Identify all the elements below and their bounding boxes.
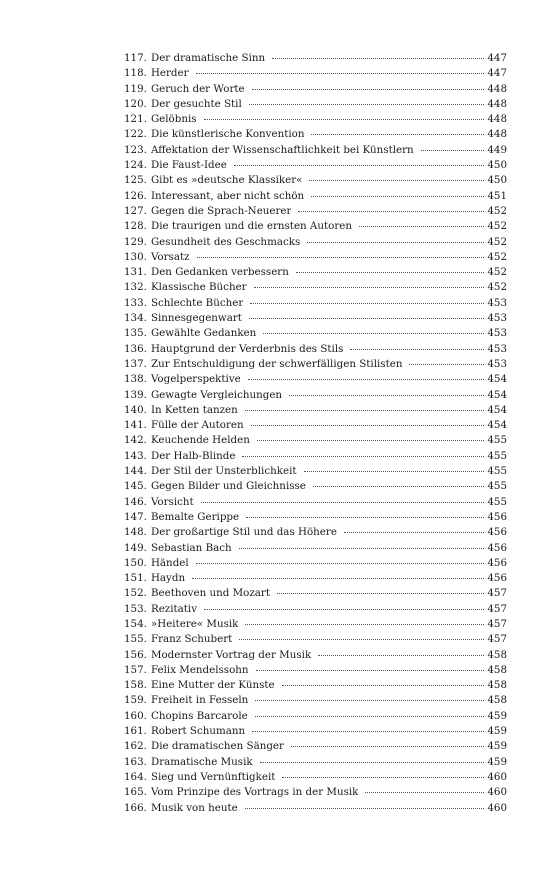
entry-title: Schlechte Bücher (150, 296, 244, 309)
toc-entry (124, 541, 507, 556)
entry-number: 151. (124, 572, 147, 585)
entry-title: Händel (150, 556, 189, 569)
toc-entry (124, 342, 507, 357)
page-number: 456 (487, 541, 507, 554)
entry-title: Der Stil der Unsterblichkeit (150, 465, 297, 478)
dot-leader (245, 807, 485, 809)
page-number: 450 (487, 174, 507, 187)
toc-entry (124, 235, 507, 250)
page-number: 451 (487, 189, 507, 202)
dot-leader (344, 531, 484, 533)
entry-title: Robert Schumann (150, 725, 246, 738)
page-number: 460 (487, 786, 507, 799)
entry-title: Gegen die Sprach-Neuerer (150, 204, 292, 217)
page-number: 452 (487, 250, 507, 263)
page-number: 454 (487, 388, 507, 401)
entry-title: Felix Mendelssohn (150, 663, 249, 676)
toc-entry (124, 525, 507, 540)
entry-number: 124. (124, 159, 147, 172)
page-number: 459 (487, 709, 507, 722)
dot-leader (365, 791, 484, 793)
entry-title: Affektation der Wissenschaftlichkeit bei Künstlern (150, 143, 414, 156)
dot-leader (252, 88, 485, 90)
dot-leader (250, 302, 484, 304)
dot-leader (252, 730, 484, 732)
entry-title: Sinnesgegenwart (150, 312, 242, 325)
entry-number: 149. (124, 541, 147, 554)
toc-entry (124, 785, 507, 800)
page-number: 459 (487, 740, 507, 753)
dot-leader (256, 669, 485, 671)
dot-leader (311, 133, 484, 135)
toc-entry (124, 739, 507, 754)
entry-number: 158. (124, 679, 147, 692)
entry-title: Die dramatischen Sänger (150, 740, 284, 753)
entry-number: 140. (124, 403, 147, 416)
entry-number: 144. (124, 465, 147, 478)
toc-entry (124, 326, 507, 341)
dot-leader (255, 715, 485, 717)
page-number: 458 (487, 663, 507, 676)
entry-number: 162. (124, 740, 147, 753)
page-number: 456 (487, 572, 507, 585)
entry-number: 156. (124, 648, 147, 661)
entry-title: Gewählte Gedanken (150, 327, 257, 340)
entry-number: 125. (124, 174, 147, 187)
toc-entry (124, 265, 507, 280)
toc-entry (124, 770, 507, 785)
dot-leader (272, 57, 484, 59)
dot-leader (204, 608, 484, 610)
entry-number: 146. (124, 495, 147, 508)
entry-number: 117. (124, 52, 147, 64)
entry-title: Gelöbnis (150, 113, 197, 126)
entry-title: Herder (150, 67, 189, 80)
toc-entry (124, 801, 507, 816)
toc-entry (124, 709, 507, 724)
dot-leader (277, 592, 484, 594)
page-number: 452 (487, 204, 507, 217)
entry-title: Modernster Vortrag der Musik (150, 648, 312, 661)
entry-number: 130. (124, 250, 147, 263)
entry-number: 141. (124, 419, 147, 432)
dot-leader (234, 164, 485, 166)
entry-title: Interessant, aber nicht schön (150, 189, 305, 202)
toc-entry (124, 204, 507, 219)
page-number: 457 (487, 617, 507, 630)
page-number: 457 (487, 633, 507, 646)
entry-title: Vorsatz (150, 250, 190, 263)
page-number: 447 (487, 67, 507, 80)
page-number: 456 (487, 510, 507, 523)
page-number: 456 (487, 556, 507, 569)
dot-leader (257, 439, 484, 441)
toc-entry (124, 158, 507, 173)
entry-number: 122. (124, 128, 147, 141)
toc-entry (124, 586, 507, 601)
entry-title: Gesundheit des Geschmacks (150, 235, 301, 248)
entry-title: Zur Entschuldigung der schwerfälligen Stilisten (150, 357, 403, 370)
entry-number: 153. (124, 602, 147, 615)
page-number: 455 (487, 434, 507, 447)
entry-title: Dramatische Musik (150, 755, 253, 768)
page-number: 453 (487, 327, 507, 340)
toc-entry (124, 219, 507, 234)
toc-entry (124, 663, 507, 678)
dot-leader (409, 363, 484, 365)
table-of-contents (124, 51, 507, 816)
dot-leader (421, 149, 485, 151)
toc-entry (124, 97, 507, 112)
page-number: 455 (487, 480, 507, 493)
page-number: 448 (487, 128, 507, 141)
toc-entry (124, 648, 507, 663)
dot-leader (201, 501, 485, 503)
toc-entry (124, 602, 507, 617)
entry-title: Der Halb-Blinde (150, 449, 236, 462)
toc-entry (124, 755, 507, 770)
dot-leader (204, 118, 485, 120)
toc-entry (124, 632, 507, 647)
entry-number: 154. (124, 617, 147, 630)
dot-leader (309, 179, 484, 181)
entry-number: 128. (124, 220, 147, 233)
dot-leader (255, 699, 484, 701)
page-number: 459 (487, 755, 507, 768)
entry-title: Geruch der Worte (150, 82, 245, 95)
entry-title: Klassische Bücher (150, 281, 247, 294)
dot-leader (196, 562, 485, 564)
dot-leader (249, 103, 485, 105)
toc-entry (124, 433, 507, 448)
entry-number: 119. (124, 82, 147, 95)
entry-number: 120. (124, 97, 147, 110)
page-number: 454 (487, 373, 507, 386)
dot-leader (239, 638, 484, 640)
dot-leader (282, 776, 484, 778)
toc-entry (124, 82, 507, 97)
page-number: 454 (487, 403, 507, 416)
entry-title: Der gesuchte Stil (150, 97, 242, 110)
dot-leader (248, 378, 485, 380)
entry-number: 142. (124, 434, 147, 447)
toc-entry (124, 479, 507, 494)
toc-entry (124, 693, 507, 708)
entry-title: Die traurigen und die ernsten Autoren (150, 220, 352, 233)
toc-entry (124, 112, 507, 127)
page-number: 453 (487, 342, 507, 355)
page-number: 449 (487, 143, 507, 156)
entry-number: 138. (124, 373, 147, 386)
toc-entry (124, 127, 507, 142)
dot-leader (289, 394, 484, 396)
page-number: 455 (487, 465, 507, 478)
page-number: 460 (487, 801, 507, 814)
dot-leader (350, 348, 484, 350)
entry-number: 127. (124, 204, 147, 217)
page-number: 455 (487, 449, 507, 462)
page-number: 452 (487, 266, 507, 279)
entry-title: Den Gedanken verbessern (150, 266, 289, 279)
entry-title: Haydn (150, 572, 186, 585)
entry-title: Der dramatische Sinn (150, 52, 266, 64)
page-number: 458 (487, 679, 507, 692)
toc-entry (124, 388, 507, 403)
entry-title: Rezitativ (150, 602, 198, 615)
entry-number: 165. (124, 786, 147, 799)
toc-entry (124, 403, 507, 418)
entry-title: Bemalte Gerippe (150, 510, 240, 523)
toc-entry (124, 280, 507, 295)
entry-number: 133. (124, 296, 147, 309)
toc-entry (124, 296, 507, 311)
dot-leader (254, 286, 485, 288)
entry-number: 136. (124, 342, 147, 355)
page-number: 452 (487, 220, 507, 233)
entry-title: »Heitere« Musik (150, 617, 239, 630)
page-number: 460 (487, 770, 507, 783)
entry-title: Fülle der Autoren (150, 419, 244, 432)
entry-title: Gibt es »deutsche Klassiker« (150, 174, 303, 187)
page-number: 453 (487, 312, 507, 325)
entry-number: 155. (124, 633, 147, 646)
dot-leader (307, 241, 484, 243)
dot-leader (291, 745, 484, 747)
entry-number: 161. (124, 725, 147, 738)
entry-title: Sieg und Vernünftigkeit (150, 770, 276, 783)
entry-number: 131. (124, 266, 147, 279)
toc-entry (124, 617, 507, 632)
entry-title: Hauptgrund der Verderbnis des Stils (150, 342, 344, 355)
toc-entry (124, 510, 507, 525)
entry-title: Keuchende Helden (150, 434, 250, 447)
page-number: 455 (487, 495, 507, 508)
entry-number: 123. (124, 143, 147, 156)
dot-leader (246, 516, 484, 518)
page-number: 448 (487, 97, 507, 110)
dot-leader (192, 577, 484, 579)
page-number: 453 (487, 296, 507, 309)
page-number: 458 (487, 648, 507, 661)
entry-number: 126. (124, 189, 147, 202)
toc-entry (124, 173, 507, 188)
page-number: 457 (487, 602, 507, 615)
toc-entry (124, 143, 507, 158)
entry-number: 135. (124, 327, 147, 340)
entry-number: 148. (124, 526, 147, 539)
entry-title: Vogelperspektive (150, 373, 241, 386)
toc-entry (124, 556, 507, 571)
entry-number: 139. (124, 388, 147, 401)
toc-entry (124, 189, 507, 204)
entry-title: Gegen Bilder und Gleichnisse (150, 480, 306, 493)
dot-leader (263, 332, 484, 334)
entry-title: Vorsicht (150, 495, 194, 508)
entry-title: Vom Prinzipe des Vortrags in der Musik (150, 786, 359, 799)
toc-entry (124, 571, 507, 586)
entry-title: Eine Mutter der Künste (150, 679, 275, 692)
dot-leader (249, 317, 484, 319)
entry-title: Der großartige Stil und das Höhere (150, 526, 337, 539)
entry-number: 147. (124, 510, 147, 523)
toc-entry (124, 464, 507, 479)
toc-entry (124, 678, 507, 693)
dot-leader (318, 654, 484, 656)
entry-title: Die künstlerische Konvention (150, 128, 305, 141)
entry-number: 129. (124, 235, 147, 248)
page-number: 448 (487, 113, 507, 126)
entry-number: 145. (124, 480, 147, 493)
dot-leader (311, 195, 484, 197)
page-number: 454 (487, 419, 507, 432)
toc-entry (124, 372, 507, 387)
toc-entry (124, 495, 507, 510)
page-number: 453 (487, 357, 507, 370)
dot-leader (196, 72, 485, 74)
entry-number: 132. (124, 281, 147, 294)
dot-leader (282, 684, 485, 686)
page-number: 447 (487, 52, 507, 64)
entry-number: 118. (124, 67, 147, 80)
entry-number: 164. (124, 770, 147, 783)
dot-leader (245, 409, 485, 411)
entry-title: Die Faust-Idee (150, 159, 227, 172)
page-number: 457 (487, 587, 507, 600)
toc-entry (124, 357, 507, 372)
entry-number: 137. (124, 357, 147, 370)
dot-leader (260, 761, 485, 763)
page-number: 456 (487, 526, 507, 539)
page-number: 459 (487, 725, 507, 738)
page-number: 450 (487, 159, 507, 172)
entry-title: Musik von heute (150, 801, 238, 814)
entry-number: 134. (124, 312, 147, 325)
page-number: 458 (487, 694, 507, 707)
entry-number: 150. (124, 556, 147, 569)
entry-title: In Ketten tanzen (150, 403, 238, 416)
entry-number: 157. (124, 663, 147, 676)
entry-title: Franz Schubert (150, 633, 233, 646)
dot-leader (197, 256, 485, 258)
dot-leader (239, 547, 485, 549)
page-number: 448 (487, 82, 507, 95)
entry-number: 121. (124, 113, 147, 126)
toc-entry (124, 724, 507, 739)
entry-title: Gewagte Vergleichungen (150, 388, 283, 401)
dot-leader (359, 225, 484, 227)
toc-entry (124, 449, 507, 464)
toc-entry (124, 66, 507, 81)
dot-leader (313, 485, 484, 487)
dot-leader (245, 623, 484, 625)
entry-number: 143. (124, 449, 147, 462)
entry-number: 166. (124, 801, 147, 814)
entry-number: 163. (124, 755, 147, 768)
dot-leader (296, 271, 484, 273)
page-number: 452 (487, 235, 507, 248)
entry-title: Beethoven und Mozart (150, 587, 270, 600)
entry-title: Sebastian Bach (150, 541, 232, 554)
toc-entry (124, 311, 507, 326)
dot-leader (298, 210, 484, 212)
dot-leader (251, 424, 485, 426)
entry-number: 159. (124, 694, 147, 707)
toc-entry (124, 51, 507, 66)
dot-leader (304, 470, 485, 472)
dot-leader (242, 455, 484, 457)
entry-number: 160. (124, 709, 147, 722)
page-number: 452 (487, 281, 507, 294)
entry-title: Chopins Barcarole (150, 709, 248, 722)
entry-title: Freiheit in Fesseln (150, 694, 249, 707)
entry-number: 152. (124, 587, 147, 600)
toc-entry (124, 250, 507, 265)
toc-entry (124, 418, 507, 433)
